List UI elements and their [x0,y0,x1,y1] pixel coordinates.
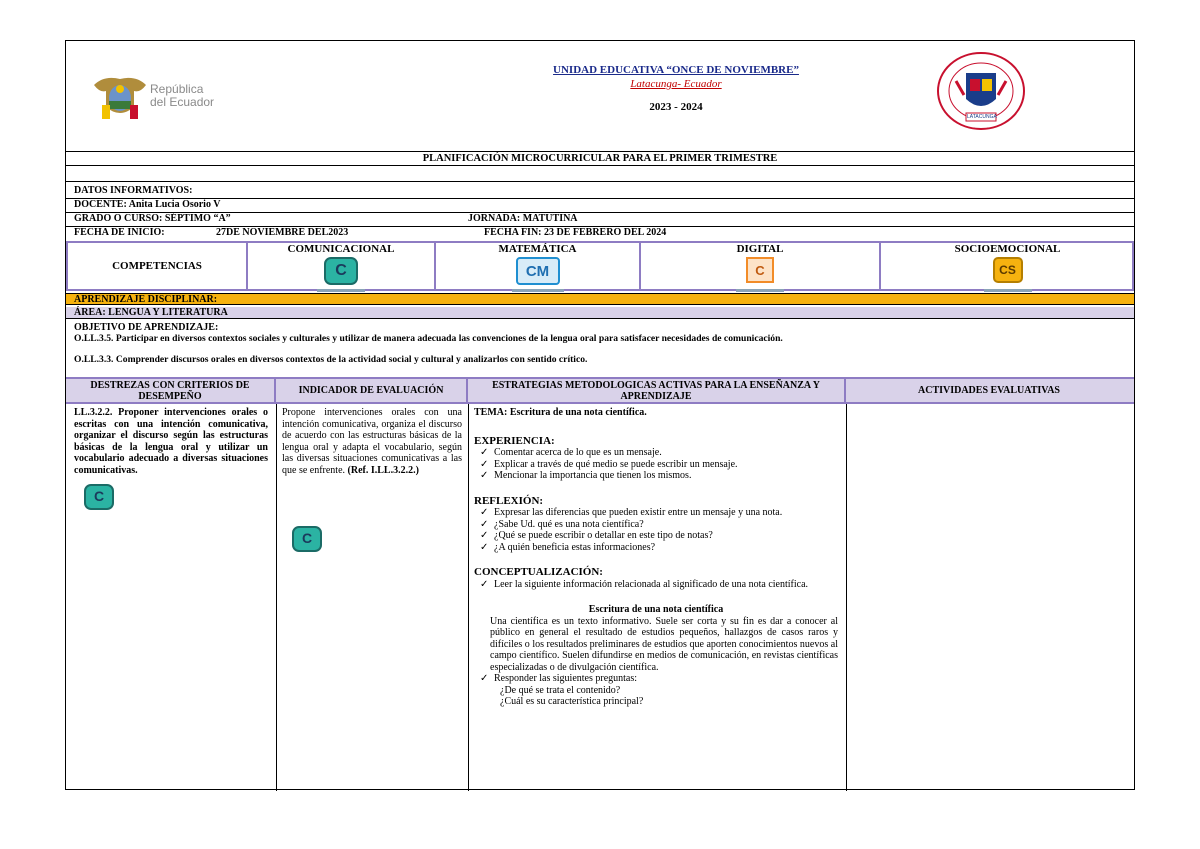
objetivo-1: O.LL.3.5. Participar en diversos contextos sociales y culturales y utilizar de manera adecuada las convenciones de la lengua oral para satisfacer necesidades de comunicación. [74,333,783,344]
reflexion-list [474,507,838,553]
competencia-name: MATEMÁTICA [498,243,577,255]
competencias-table [66,241,1134,291]
estrategias-cell [474,407,838,708]
subtitulo: Escritura de una nota científica [588,604,724,615]
list-item-text: ¿A quién beneficia estas informaciones? [494,541,656,553]
parrafo: Una científica es un texto informativo. Suele ser corta y su fin es dar a conocer al público en general el resultado de estudios pequeños, hallazgos de casos raros y difíciles o los resultados preliminares de estudios que aporten conocimientos nuevos al campo científico. Suelen difundirse en medios de comunicación, en revistas científicas especializadas o de divulgación científica. [490,615,838,673]
ecuador-logo [90,71,240,125]
socioemocional-badge: CS [993,257,1023,283]
matematica-badge: CM [516,257,560,285]
destreza-text: LL.3.2.2. Proponer intervenciones orales o escritas con una intención comunicativa, organizar el discurso según las estructuras básicas de la lengua oral y utilizar un vocabulario adecuado a diversas situaciones comunicativas. [74,407,268,476]
tema: TEMA: Escritura de una nota científica. [474,407,647,418]
check-icon: ✓ [480,470,489,481]
indicador-text: Propone intervenciones orales con una intención comunicativa, organiza el discurso de acuerdo con las estructuras básicas de la lengua oral y adapta el vocabulario, según las diversas situaciones comunicativas a las que se enfrente. [282,407,462,476]
school-name: UNIDAD EDUCATIVA “ONCE DE NOVIEMBRE” [553,64,799,76]
objetivo-2: O.LL.3.3. Comprender discursos orales en diversos contextos de la actividad social y cultural y analizarlos con sentido crítico. [74,354,588,365]
comunicacional-icon [292,526,462,552]
competencia-name: COMUNICACIONAL [287,243,395,255]
list-item [480,447,838,459]
school-city: Latacunga- Ecuador [630,78,722,90]
list-item-text: Comentar acerca de lo que es un mensaje. [494,447,662,458]
matematica-icon [512,257,564,292]
list-item [480,519,838,531]
competencia-socioemocional [881,243,1134,289]
flag-text-line2: del Ecuador [150,95,215,109]
docente: DOCENTE: Anita Lucia Osorio V [74,199,221,210]
experiencia-list [474,447,838,482]
page-title: PLANIFICACIÓN MICROCURRICULAR PARA EL PRIMER TRIMESTRE [422,153,778,164]
seal-text-bottom: LATACUNGA [967,114,997,120]
check-icon: ✓ [480,673,489,684]
school-year: 2023 - 2024 [649,101,703,113]
conceptualizacion-list [474,579,838,591]
header-destrezas: DESTREZAS CON CRITERIOS DE DESEMPEÑO [66,379,276,402]
header-indicador: INDICADOR DE EVALUACIÓN [276,379,468,402]
list-item [480,459,838,471]
list-item [480,542,838,554]
digital-badge: C [746,257,774,283]
pregunta: ¿De qué se trata el contenido? [500,684,621,696]
check-icon: ✓ [480,530,489,541]
indicador-cell [282,407,462,552]
objetivo-label: OBJETIVO DE APRENDIZAJE: [74,322,219,333]
school-seal [936,51,1026,131]
digital-icon [736,257,784,292]
coat-of-arms-icon [90,71,150,125]
list-item-text: ¿Sabe Ud. qué es una nota científica? [494,518,644,530]
check-icon: ✓ [480,541,489,553]
list-item [480,470,838,482]
check-icon: ✓ [480,507,489,518]
jornada: JORNADA: MATUTINA [468,213,578,224]
competencia-name: SOCIOEMOCIONAL [954,243,1061,255]
check-icon: ✓ [480,578,489,590]
actividades-cell [852,407,1128,787]
socioemocional-icon [984,257,1032,292]
comunicacional-icon [317,257,365,292]
school-header [446,63,906,114]
fecha-inicio: 27DE NOVIEMBRE DEL2023 [216,227,349,238]
indicador-ref: (Ref. I.LL.3.2.2.) [347,464,419,476]
reflexion-label: REFLEXIÓN: [474,494,544,507]
list-item-text: Leer la siguiente información relacionada al significado de una nota científica. [494,578,809,590]
pregunta: ¿Cuál es su característica principal? [500,696,644,707]
fecha-inicio-label: FECHA DE INICIO: [74,227,165,238]
competencia-digital [641,243,881,289]
list-item [480,673,838,685]
comunicacional-badge: C [84,484,114,510]
comunicacional-badge: C [324,257,358,285]
competencia-comunicacional [248,243,436,289]
list-item-text: Mencionar la importancia que tienen los mismos. [494,470,692,481]
planning-document [65,40,1135,790]
check-icon: ✓ [480,458,489,470]
grado-label: GRADO O CURSO: SÉPTIMO “A” [74,213,231,224]
list-item [480,579,838,591]
area-lengua: ÁREA: LENGUA Y LITERATURA [66,307,1134,319]
destreza-cell [74,407,268,510]
list-item [480,530,838,542]
competencia-name: DIGITAL [736,243,784,255]
grado-curso [66,212,1134,225]
aprendizaje-disciplinar: APRENDIZAJE DISCIPLINAR: [66,293,1134,305]
competencias-label: COMPETENCIAS [112,260,202,272]
header-estrategias: ESTRATEGIAS METODOLOGICAS ACTIVAS PARA LA ENSEÑANZA Y APRENDIZAJE [468,379,846,402]
fechas [66,226,1134,239]
check-icon: ✓ [480,447,489,458]
datos-informativos: DATOS INFORMATIVOS: [74,185,193,196]
flag-text-line1: República [150,82,204,96]
list-item-text: Responder las siguientes preguntas: [494,673,638,684]
competencias-label-cell [68,243,248,289]
comunicacional-icon [84,484,268,510]
list-item-text: Explicar a través de qué medio se puede escribir un mensaje. [494,458,738,470]
check-icon: ✓ [480,518,489,530]
table-header [66,377,1134,404]
list-item [480,507,838,519]
list-item-text: Expresar las diferencias que pueden existir entre un mensaje y una nota. [494,507,783,518]
experiencia-label: EXPERIENCIA: [474,434,555,447]
fecha-fin: FECHA FIN: 23 DE FEBRERO DEL 2024 [484,227,667,238]
conceptualizacion-label: CONCEPTUALIZACIÓN: [474,566,603,578]
competencia-matematica [436,243,641,289]
header-actividades: ACTIVIDADES EVALUATIVAS [918,385,1060,396]
list-item-text: ¿Qué se puede escribir o detallar en este tipo de notas? [494,530,713,541]
comunicacional-badge: C [292,526,322,552]
